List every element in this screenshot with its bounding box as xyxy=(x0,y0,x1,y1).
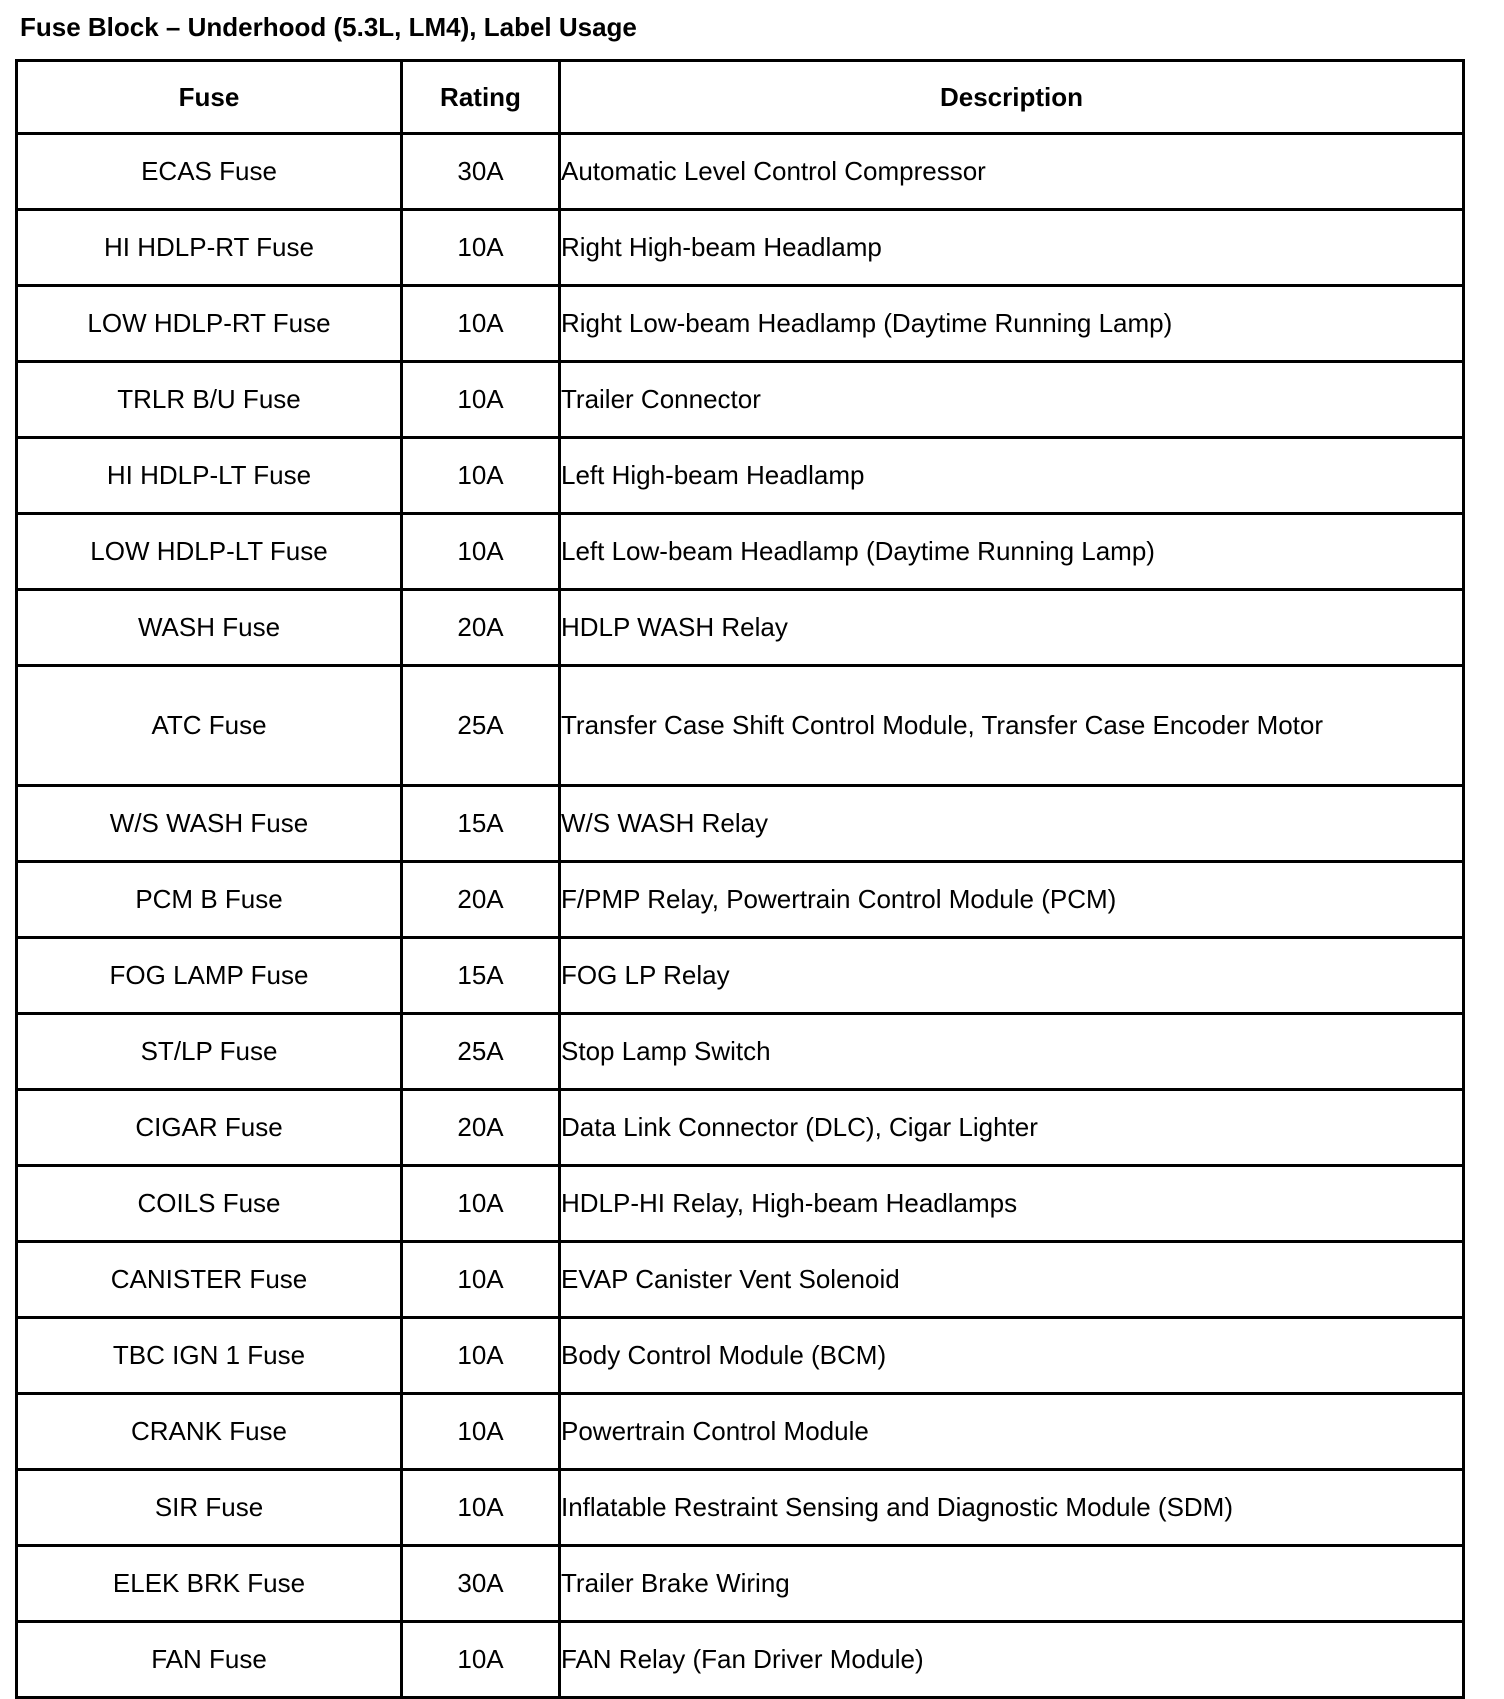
description-cell: Left Low-beam Headlamp (Daytime Running Lamp) xyxy=(560,514,1464,590)
fuse-cell: ATC Fuse xyxy=(17,666,402,786)
rating-cell: 20A xyxy=(402,590,560,666)
header-description: Description xyxy=(560,61,1464,134)
fuse-cell: FAN Fuse xyxy=(17,1622,402,1698)
rating-cell: 10A xyxy=(402,1166,560,1242)
fuse-cell: ST/LP Fuse xyxy=(17,1014,402,1090)
description-cell: FAN Relay (Fan Driver Module) xyxy=(560,1622,1464,1698)
rating-cell: 10A xyxy=(402,1470,560,1546)
rating-cell: 10A xyxy=(402,1622,560,1698)
rating-cell: 30A xyxy=(402,134,560,210)
table-row xyxy=(17,1546,1464,1622)
fuse-cell: CIGAR Fuse xyxy=(17,1090,402,1166)
rating-cell: 10A xyxy=(402,210,560,286)
description-cell: EVAP Canister Vent Solenoid xyxy=(560,1242,1464,1318)
description-cell: Powertrain Control Module xyxy=(560,1394,1464,1470)
rating-cell: 10A xyxy=(402,1318,560,1394)
table-row xyxy=(17,590,1464,666)
fuse-table xyxy=(15,59,1465,1699)
table-row xyxy=(17,1014,1464,1090)
fuse-cell: W/S WASH Fuse xyxy=(17,786,402,862)
fuse-cell: HI HDLP-LT Fuse xyxy=(17,438,402,514)
description-cell: Transfer Case Shift Control Module, Transfer Case Encoder Motor xyxy=(560,666,1464,786)
rating-cell: 25A xyxy=(402,1014,560,1090)
table-row xyxy=(17,786,1464,862)
table-row xyxy=(17,1318,1464,1394)
description-cell: F/PMP Relay, Powertrain Control Module (PCM) xyxy=(560,862,1464,938)
rating-cell: 25A xyxy=(402,666,560,786)
description-cell: HDLP-HI Relay, High-beam Headlamps xyxy=(560,1166,1464,1242)
description-cell: HDLP WASH Relay xyxy=(560,590,1464,666)
fuse-cell: SIR Fuse xyxy=(17,1470,402,1546)
rating-cell: 20A xyxy=(402,1090,560,1166)
rating-cell: 10A xyxy=(402,362,560,438)
table-row xyxy=(17,438,1464,514)
table-row xyxy=(17,1090,1464,1166)
table-row xyxy=(17,362,1464,438)
fuse-cell: ELEK BRK Fuse xyxy=(17,1546,402,1622)
fuse-cell: FOG LAMP Fuse xyxy=(17,938,402,1014)
description-cell: Trailer Brake Wiring xyxy=(560,1546,1464,1622)
table-row xyxy=(17,286,1464,362)
rating-cell: 10A xyxy=(402,438,560,514)
description-cell: Left High-beam Headlamp xyxy=(560,438,1464,514)
table-row xyxy=(17,1394,1464,1470)
table-row xyxy=(17,1470,1464,1546)
table-row xyxy=(17,1622,1464,1698)
header-fuse: Fuse xyxy=(17,61,402,134)
rating-cell: 30A xyxy=(402,1546,560,1622)
description-cell: Right High-beam Headlamp xyxy=(560,210,1464,286)
table-header-row xyxy=(17,61,1464,134)
table-row xyxy=(17,514,1464,590)
rating-cell: 10A xyxy=(402,514,560,590)
description-cell: Data Link Connector (DLC), Cigar Lighter xyxy=(560,1090,1464,1166)
rating-cell: 10A xyxy=(402,1394,560,1470)
description-cell: Body Control Module (BCM) xyxy=(560,1318,1464,1394)
description-cell: Automatic Level Control Compressor xyxy=(560,134,1464,210)
rating-cell: 15A xyxy=(402,938,560,1014)
fuse-cell: TRLR B/U Fuse xyxy=(17,362,402,438)
description-cell: Right Low-beam Headlamp (Daytime Running Lamp) xyxy=(560,286,1464,362)
table-row xyxy=(17,1166,1464,1242)
rating-cell: 10A xyxy=(402,1242,560,1318)
description-cell: Stop Lamp Switch xyxy=(560,1014,1464,1090)
header-rating: Rating xyxy=(402,61,560,134)
table-row xyxy=(17,862,1464,938)
description-cell: Inflatable Restraint Sensing and Diagnostic Module (SDM) xyxy=(560,1470,1464,1546)
description-cell: FOG LP Relay xyxy=(560,938,1464,1014)
table-row xyxy=(17,938,1464,1014)
fuse-cell: HI HDLP-RT Fuse xyxy=(17,210,402,286)
fuse-cell: TBC IGN 1 Fuse xyxy=(17,1318,402,1394)
document-title: Fuse Block – Underhood (5.3L, LM4), Label Usage xyxy=(20,12,637,42)
fuse-cell: COILS Fuse xyxy=(17,1166,402,1242)
table-row xyxy=(17,1242,1464,1318)
rating-cell: 15A xyxy=(402,786,560,862)
rating-cell: 20A xyxy=(402,862,560,938)
rating-cell: 10A xyxy=(402,286,560,362)
table-row xyxy=(17,134,1464,210)
fuse-cell: LOW HDLP-LT Fuse xyxy=(17,514,402,590)
fuse-cell: WASH Fuse xyxy=(17,590,402,666)
table-row xyxy=(17,666,1464,786)
fuse-cell: PCM B Fuse xyxy=(17,862,402,938)
fuse-cell: CANISTER Fuse xyxy=(17,1242,402,1318)
description-cell: Trailer Connector xyxy=(560,362,1464,438)
description-cell: W/S WASH Relay xyxy=(560,786,1464,862)
fuse-cell: ECAS Fuse xyxy=(17,134,402,210)
table-row xyxy=(17,210,1464,286)
fuse-cell: LOW HDLP-RT Fuse xyxy=(17,286,402,362)
fuse-cell: CRANK Fuse xyxy=(17,1394,402,1470)
